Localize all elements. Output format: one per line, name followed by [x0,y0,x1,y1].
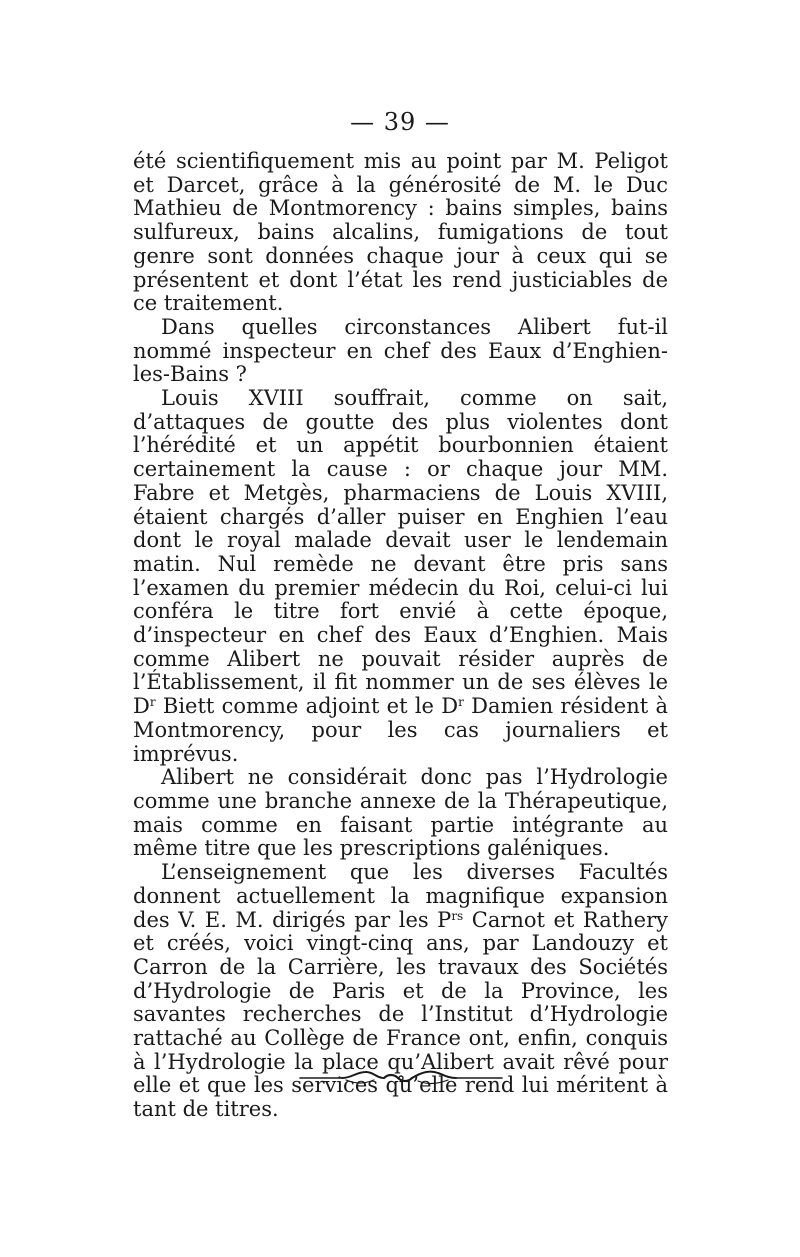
paragraph-4: Alibert ne considérait donc pas l’Hydrologie comme une branche annexe de la Thérapeutique, mais comme en faisant partie intégrante au même titre que les prescriptions galéniques. [133,765,668,861]
superscript-rs: rs [451,908,464,923]
body-text [133,150,668,1122]
paragraph-1: été scientifiquement mis au point par M. Peligot et Darcet, grâce à la générosité de M. le Duc Mathieu de Montmorency : bains simples, bains sulfureux, bains alcalins, fumigations de tout genre sont données chaque jour à ceux qui se présentent et dont l’état les rend justiciables de ce traitement. [133,149,668,316]
tailpiece-ornament-icon [298,1066,504,1090]
superscript-r: r [458,695,464,710]
page-number: — 39 — [350,108,450,136]
paragraph-3: Louis XVIII souffrait, comme on sait, d’attaques de goutte des plus violentes dont l’hérédité et un appétit bourbonnien étaient certainement la cause : or chaque jour MM. Fabre et Metgès, pharmaciens de Louis XVIII, étaient chargés d’aller puiser en Enghien l’eau dont le royal malade devait user le lendemain matin. Nul remède ne devant être pris sans l’examen du premier médecin du Roi, celui-ci lui conféra le titre fort envié à cette époque, d’inspecteur en chef des Eaux d’Enghien. Mais comme Alibert ne pouvait résider auprès de l’Établissement, il fit nommer un de ses élèves le $D^r$ Biett comme adjoint et le $D^r$ Damien résident à Montmorency, pour les cas journaliers et imprévus. [133,386,669,766]
paragraph-2: Dans quelles circonstances Alibert fut-il nommé inspecteur en chef des Eaux d’Enghien-les-Bains ? [133,314,668,387]
paragraph-5: L’enseignement que les diverses Facultés donnent actuellement la magnifique expansion des V. E. M. dirigés par les $P^{rs}$ Carnot et Rathery et créés, voici vingt-cinq ans, par Landouzy et Carron de la Carrière, les travaux des Sociétés d’Hydrologie de Paris et de la Province, les savantes recherches de l’Institut d’Hydrologie rattaché au Collège de France ont, enfin, conquis à l’Hydrologie la place qu’Alibert avait rêvé pour elle et que les services qu’elle rend lui méritent à tant de titres. [133,860,669,1122]
superscript-r: r [149,695,156,710]
